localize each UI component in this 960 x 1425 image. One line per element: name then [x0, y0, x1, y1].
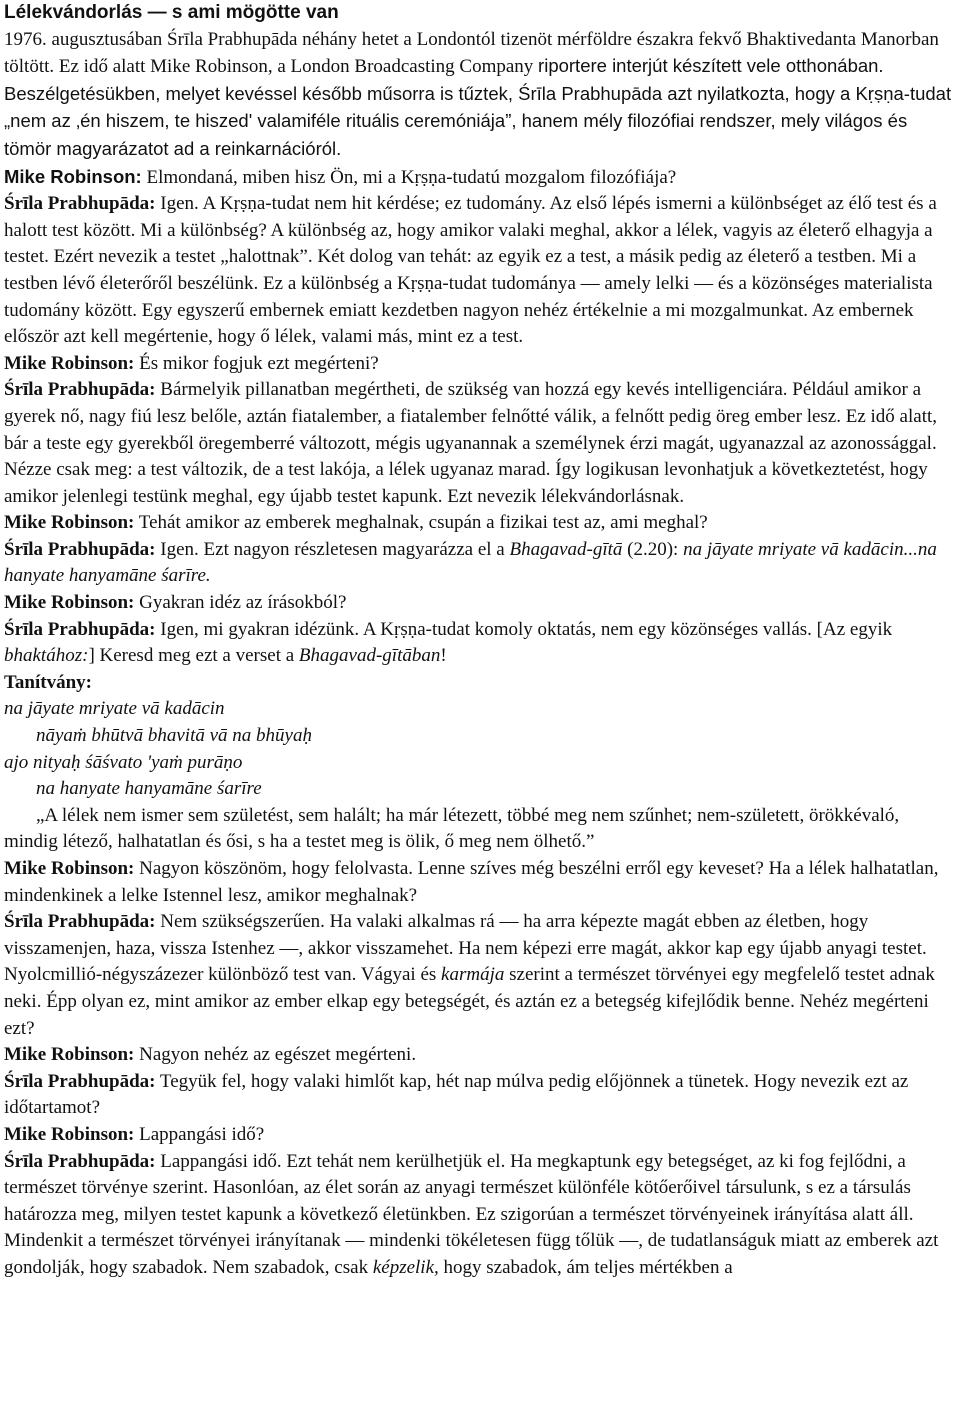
- turn-text: Bármelyik pillanatban megértheti, de szükség van hozzá egy kevés intelligenciára. Például amikor a gyerek nő, nagy fiú lesz belőle, aztán fiatalember, a fiatalember felnőtté válik, a felnőtt pedig öreg ember lesz. Ez idő alatt, bár a teste egy gyerekből öregemberré változott, mégis ugyanannak a személynek érzi magát, ugyanazzal az azonossággal. Nézze csak meg: a test változik, de a test lakója, a lélek ugyanaz marad. Így logikusan levonhatjuk a következtetést, hogy amikor jelenlegi testünk meghal, egy újabb testet kapunk. Ezt nevezik lélekvándorlásnak.: [4, 379, 938, 507]
- turn-text: Lappangási idő. Ezt tehát nem kerülhetjük el. Ha megkaptunk egy betegséget, az ki fog fejlődni, a természet törvénye szerint. Hasonlóan, az élet során az anyagi természet különféle kötőerőivel társulunk, s ez a társulás határozza meg, milyen testet kapunk a következő életünkben. Ez szigorúan a természet törvényeinek irányítása alatt áll. Mindenkit a természet törvényei irányítanak — mindenki tökéletesen függ tőlük —, de tudatlanságuk miatt az emberek azt gondolják, hogy szabadok. Nem szabadok, csak: [4, 1150, 939, 1278]
- speaker-label: Śrīla Prabhupāda:: [4, 1070, 156, 1092]
- turn-text: Lappangási idő?: [134, 1123, 265, 1145]
- turn-robinson-1: [4, 164, 956, 192]
- verse-line-text: na hanyate hanyamāne śarīre: [36, 778, 262, 800]
- turn-text: Gyakran idéz az írásokból?: [134, 592, 347, 614]
- turn-robinson-6: [4, 1042, 956, 1069]
- turn-robinson-2: [4, 351, 956, 378]
- verse-line: [4, 696, 956, 723]
- turn-text: És mikor fogjuk ezt megérteni?: [134, 352, 379, 374]
- turn-robinson-7: [4, 1122, 956, 1149]
- sanskrit-verse: [4, 696, 956, 802]
- verse-line-text: nāyaṁ bhūtvā bhavitā vā na bhūyaḥ: [36, 725, 312, 747]
- turn-robinson-5: [4, 856, 956, 909]
- verse-line-text: na jāyate mriyate vā kadācin: [4, 698, 225, 720]
- turn-robinson-4: [4, 590, 956, 617]
- book-title: Bhagavad-gītāban: [298, 645, 441, 667]
- verse-line: [4, 776, 956, 803]
- speaker-label: Mike Robinson:: [4, 592, 135, 614]
- turn-text: Igen. A Kṛṣṇa-tudat nem hit kérdése; ez tudomány. Az első lépés ismerni a különbséget az élő test és a halott test között. Mi a különbség? A különbség az, hogy amikor valaki meghal, akkor a lélek, vagyis az életerő elhagyja a testet. Ezért nevezik a testet „halottnak”. Két dolog van tehát: az egyik ez a test, a másik pedig az életerő a testben. Mi a testben lévő életerőről beszélünk. Ez a különbség a Kṛṣṇa-tudat tudománya — amely lelki — és a közönséges materialista tudomány között. Egy egyszerű embernek emiatt kezdetben nagyon nehéz értékelnie a mi mozgalmunkat. Az embernek először azt kell megértenie, hogy ő lélek, valami más, mint ez a test.: [4, 193, 937, 348]
- verse-line: [4, 723, 956, 750]
- speaker-label: Mike Robinson:: [4, 352, 135, 374]
- speaker-label: Śrīla Prabhupāda:: [4, 379, 156, 401]
- italic-term: karmája: [441, 964, 505, 986]
- intro-text-sans: riportere interjút készített vele otthonában.: [538, 55, 884, 77]
- intro-text: 1976. augusztusában Śrīla Prabhupāda néhány hetet a Londontól tizenöt mérföldre északra fekvő Bhaktivedanta Manorban töltött. Ez idő alatt Mike Robinson, a London Broadcasting Company: [4, 28, 939, 78]
- turn-text: Tehát amikor az emberek meghalnak, csupán a fizikai test az, ami meghal?: [134, 512, 708, 534]
- turn-text: ] Keresd meg ezt a verset a: [88, 645, 299, 667]
- book-title: Bhagavad-gītā: [509, 538, 623, 560]
- speaker-label: Mike Robinson:: [4, 1044, 135, 1066]
- speaker-label: Mike Robinson:: [4, 512, 135, 534]
- verse-line: [4, 750, 956, 777]
- speaker-label: Mike Robinson:: [4, 1123, 135, 1145]
- turn-prabhupada-1: [4, 191, 956, 351]
- turn-robinson-3: [4, 510, 956, 537]
- turn-text: Igen. Ezt nagyon részletesen magyarázza el a: [155, 538, 510, 560]
- turn-text: Elmondaná, miben hisz Ön, mi a Kṛṣṇa-tudatú mozgalom filozófiája?: [141, 166, 677, 188]
- turn-prabhupada-5: [4, 909, 956, 1042]
- speaker-label: Tanítvány:: [4, 671, 92, 693]
- turn-prabhupada-7: [4, 1149, 956, 1282]
- turn-text: !: [440, 645, 447, 667]
- speaker-label: Śrīla Prabhupāda:: [4, 193, 156, 215]
- speaker-label: Mike Robinson:: [4, 858, 135, 879]
- turn-text: Nagyon köszönöm, hogy felolvasta. Lenne szíves még beszélni erről egy keveset? Ha a lélek halhatatlan, mindenkinek a lelke Istennel lesz, amikor meghalnak?: [4, 858, 939, 906]
- italic-term: bhaktához:: [4, 645, 89, 667]
- turn-text: Tegyük fel, hogy valaki himlőt kap, hét nap múlva pedig előjönnek a tünetek. Hogy nevezik ezt az időtartamot?: [4, 1070, 909, 1119]
- turn-prabhupada-6: [4, 1069, 956, 1122]
- intro-text-continued: Beszélgetésükben, melyet kevéssel később műsorra is tűztek, Śrīla Prabhupāda azt nyilatkozta, hogy a Kṛṣṇa-tudat „nem az ‚én hiszem, te hiszed' valamiféle rituális ceremóniája”, hanem mély filozófiai rendszer, mely világos és tömör magyarázatot ad a reinkarnációról.: [4, 82, 952, 159]
- verse-line-text: ajo nityaḥ śāśvato 'yaṁ purāṇo: [4, 751, 243, 773]
- turn-text: (2.20):: [622, 538, 684, 560]
- speaker-label: Śrīla Prabhupāda:: [4, 538, 156, 560]
- speaker-label: Śrīla Prabhupāda:: [4, 911, 156, 933]
- intro-paragraph: [4, 27, 956, 164]
- turn-text: Nagyon nehéz az egészet megérteni.: [134, 1044, 417, 1066]
- turn-prabhupada-3: [4, 537, 956, 590]
- speaker-label: Śrīla Prabhupāda:: [4, 1150, 156, 1172]
- disciple-label-row: [4, 670, 956, 697]
- turn-text: szerint a természet törvényei egy megfelelő testet adnak neki. Épp olyan ez, mint amikor az ember elkap egy betegségét, és aztán ez a betegség kifejlődik benne. Nehéz megérteni ezt?: [4, 964, 935, 1039]
- turn-text: hogy szabadok, ám teljes mértékben a: [438, 1256, 733, 1278]
- speaker-label: Mike Robinson:: [4, 165, 142, 187]
- italic-term: képzelik,: [372, 1256, 439, 1278]
- sanskrit-quote: na jāyate mriyate vā kadācin...na hanyate hanyamāne śarīre.: [4, 538, 937, 587]
- turn-text: Nem szükségszerűen. Ha valaki alkalmas rá — ha arra képezte magát ebben az életben, hogy visszamenjen, haza, vissza Istenhez —, akkor visszamehet. Ha nem képezi erre magát, akkor kap egy újabb anyagi testet. Nyolcmillió-négyszázezer különböző test van. Vágyai és: [4, 911, 927, 986]
- speaker-label: Śrīla Prabhupāda:: [4, 618, 156, 640]
- verse-translation: „A lélek nem ismer sem születést, sem halált; ha már létezett, többé meg nem szűnhet; nem-született, örökkévaló, mindig létező, halhatatlan és ősi, s ha a testet meg is ölik, ő meg nem ölhető.”: [4, 804, 900, 853]
- turn-text: Igen, mi gyakran idézünk. A Kṛṣṇa-tudat komoly oktatás, nem egy közönséges vallás. [Az egyik: [155, 618, 893, 640]
- document-title: Lélekvándorlás — s ami mögötte van: [4, 2, 339, 23]
- turn-prabhupada-4: [4, 617, 956, 670]
- turn-prabhupada-2: [4, 377, 956, 510]
